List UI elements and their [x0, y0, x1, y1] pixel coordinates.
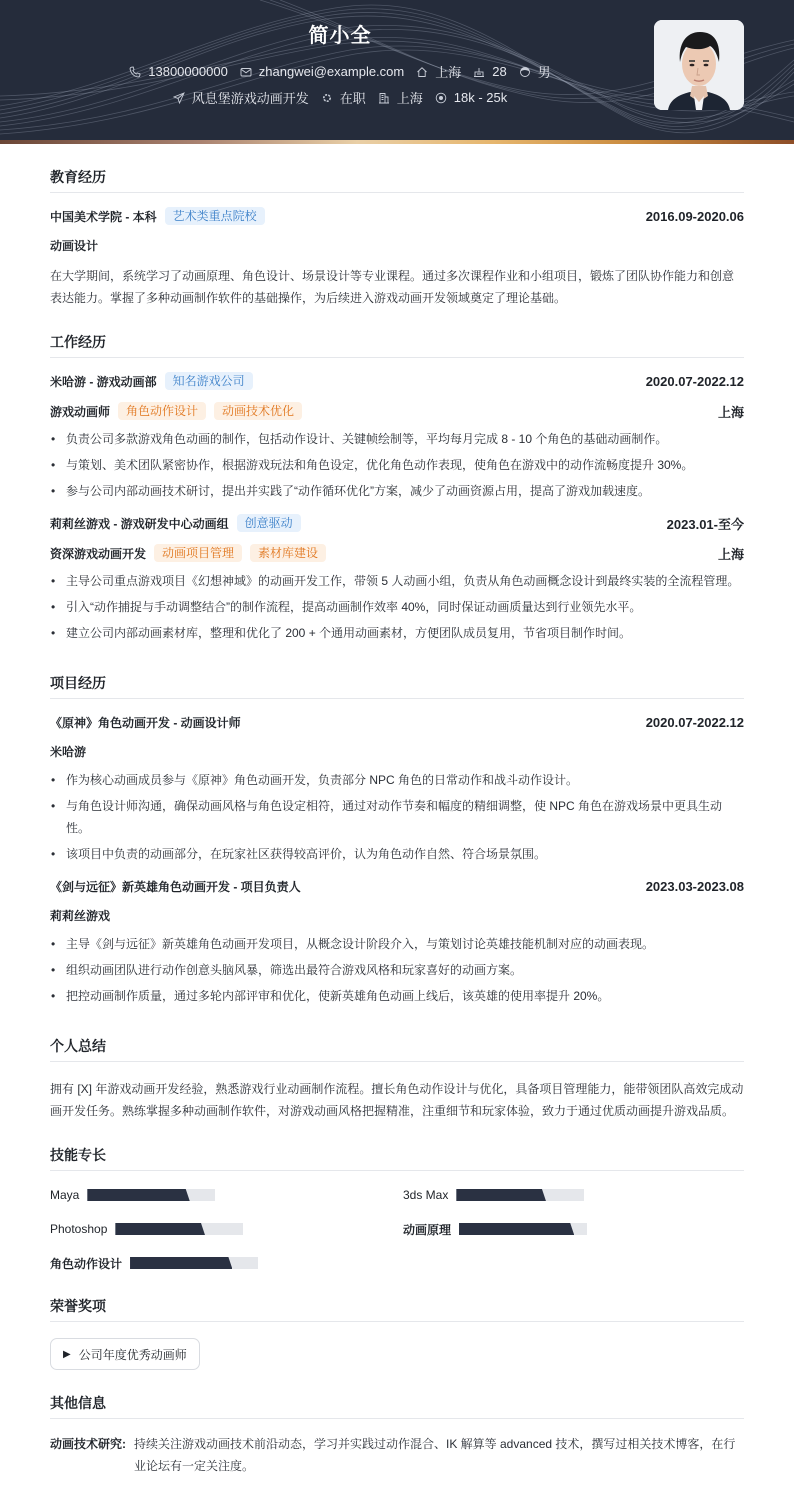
bullet-item: • 与角色设计师沟通，确保动画风格与角色设定相符，通过对动作节奏和幅度的精细调整，使 NPC 角色在游戏场景中更具生动性。 — [50, 795, 744, 839]
work-date: 2023.01-至今 — [666, 516, 744, 532]
skill-name: 角色动作设计 — [50, 1256, 123, 1271]
bullet-item: • 与策划、美术团队紧密协作，根据游戏玩法和角色设定，优化角色动作表现，使角色在游戏中的动作流畅度提升 30%。 — [50, 454, 744, 476]
bullet-item: • 组织动画团队进行动作创意头脑风暴，筛选出最符合游戏风格和玩家喜好的动画方案。 — [50, 959, 744, 981]
school-tag: 艺术类重点院校 — [165, 207, 265, 225]
skill-bar — [115, 1223, 243, 1235]
education-section — [50, 144, 744, 309]
skill-bar — [459, 1223, 587, 1235]
skills-section — [50, 1122, 744, 1273]
contact-info-row — [0, 62, 680, 81]
resume-header — [0, 0, 794, 140]
project-entry — [50, 871, 744, 1007]
project-header-row — [50, 871, 744, 901]
company-tag: 创意驱动 — [237, 514, 301, 532]
bullet-item: • 负责公司多款游戏角色动画的制作，包括动作设计、关键帧绘制等，平均每月完成 8 - 10 个角色的基础动画制作。 — [50, 428, 744, 450]
skill-bar — [87, 1189, 215, 1201]
bullet-item: • 该项目中负责的动画部分，在玩家社区获得较高评价，认为角色动作自然、符合场景氛围。 — [50, 843, 744, 865]
skill-item — [50, 1253, 403, 1273]
project-name: 《剑与远征》新英雄角色动画开发 - 项目负责人 — [50, 879, 301, 894]
work-header-row — [50, 508, 744, 538]
section-title-projects: 项目经历 — [50, 650, 744, 699]
skill-tag: 角色动作设计 — [118, 402, 206, 420]
summary-text: 拥有 [X] 年游戏动画开发经验，熟悉游戏行业动画制作流程。擅长角色动作设计与优化，具备项目管理能力，能带领团队高效完成动画开发任务。熟练掌握多种动画制作软件，对游戏动画风格把握精准，注重细节和玩家体验，致力于通过优质动画提升游戏品质。 — [50, 1082, 744, 1118]
project-bullets — [50, 933, 744, 1007]
project-date: 2020.07-2022.12 — [645, 714, 744, 730]
work-bullets — [50, 570, 744, 644]
skill-tag: 素材库建设 — [250, 544, 326, 562]
project-entry — [50, 707, 744, 865]
skill-bar-fill — [87, 1189, 189, 1201]
email-item: zhangwei@example.com — [240, 64, 404, 79]
skill-tag: 动画技术优化 — [214, 402, 302, 420]
work-location: 上海 — [717, 546, 744, 562]
work-bullets — [50, 428, 744, 502]
work-entry — [50, 366, 744, 502]
work-section — [50, 309, 744, 644]
education-description: 在大学期间，系统学习了动画原理、角色设计、场景设计等专业课程。通过多次课程作业和小组项目，锻炼了团队协作能力和创意表达能力。掌握了多种动画制作软件的基础操作，为后续进入游戏动画开发领域奠定了理论基础。 — [50, 269, 735, 305]
age-item: 28 — [473, 64, 506, 79]
other-info-value: 持续关注游戏动画技术前沿动态，学习并实践过动作混合、IK 解算等 advanced 技术，撰写过相关技术博客，在行业论坛有一定关注度。 — [134, 1437, 736, 1473]
skill-bar — [130, 1257, 258, 1269]
salary-item: 18k - 25k — [435, 90, 507, 105]
mail-icon — [240, 66, 252, 78]
summary-section — [50, 1013, 744, 1122]
skill-name: 3ds Max — [403, 1188, 449, 1202]
candidate-name: 简小全 — [308, 25, 372, 47]
skill-item — [50, 1219, 403, 1239]
skill-tag: 动画项目管理 — [154, 544, 242, 562]
bullet-item: • 作为核心动画成员参与《原神》角色动画开发，负责部分 NPC 角色的日常动作和战斗动作设计。 — [50, 769, 744, 791]
project-company: 米哈游 — [50, 745, 87, 759]
position-title: 游戏动画师 — [50, 404, 111, 419]
target-position-item: 风息堡游戏动画开发 — [173, 88, 309, 107]
skill-name: Photoshop — [50, 1222, 108, 1236]
bullet-item: • 参与公司内部动画技术研讨，提出并实践了“动作循环优化”方案，减少了动画资源占用，提高了游戏加载速度。 — [50, 480, 744, 502]
skills-grid — [50, 1185, 744, 1273]
section-title-honors: 荣誉奖项 — [50, 1273, 744, 1322]
location-item: 上海 — [416, 62, 461, 81]
bullet-item: • 主导《剑与远征》新英雄角色动画开发项目，从概念设计阶段介入，与策划讨论英雄技能机制对应的动画表现。 — [50, 933, 744, 955]
education-date: 2016.09-2020.06 — [645, 208, 744, 224]
work-entry — [50, 508, 744, 644]
building-icon — [378, 92, 390, 104]
skill-bar-fill — [115, 1223, 205, 1235]
work-location: 上海 — [717, 404, 744, 420]
resume-body — [0, 144, 794, 1497]
section-title-summary: 个人总结 — [50, 1013, 744, 1062]
skill-bar — [456, 1189, 584, 1201]
other-section — [50, 1370, 744, 1477]
project-company: 莉莉丝游戏 — [50, 909, 111, 923]
award-name: 公司年度优秀动画师 — [78, 1347, 187, 1362]
skill-bar-fill — [130, 1257, 232, 1269]
phone-item: 13800000000 — [129, 64, 228, 79]
skill-item — [403, 1185, 744, 1205]
award-item[interactable] — [50, 1338, 200, 1370]
job-status-item: 在职 — [321, 88, 366, 107]
honors-section — [50, 1273, 744, 1370]
work-date: 2020.07-2022.12 — [645, 373, 744, 389]
work-header-row — [50, 366, 744, 396]
company-name: 米哈游 - 游戏动画部 — [50, 374, 157, 389]
section-title-education: 教育经历 — [50, 144, 744, 193]
skill-name: Maya — [50, 1188, 80, 1202]
major: 动画设计 — [50, 239, 99, 253]
section-title-other: 其他信息 — [50, 1370, 744, 1419]
triangle-right-icon: ▶ — [63, 1348, 71, 1360]
section-title-skills: 技能专长 — [50, 1122, 744, 1171]
salary-icon — [435, 92, 447, 104]
skill-bar-fill — [456, 1189, 546, 1201]
skill-item — [403, 1219, 744, 1239]
cake-icon — [473, 66, 485, 78]
project-name: 《原神》角色动画开发 - 动画设计师 — [50, 715, 241, 730]
phone-icon — [129, 66, 141, 78]
gender-icon — [519, 66, 531, 78]
profile-photo — [654, 20, 744, 110]
section-title-work: 工作经历 — [50, 309, 744, 358]
skill-item — [50, 1185, 403, 1205]
send-icon — [173, 92, 185, 104]
project-header-row — [50, 707, 744, 737]
skill-name: 动画原理 — [403, 1222, 452, 1237]
project-bullets — [50, 769, 744, 865]
job-info-row — [0, 88, 680, 107]
bullet-item: • 引入“动作捕捉与手动调整结合”的制作流程，提高动画制作效率 40%，同时保证动画质量达到行业领先水平。 — [50, 596, 744, 618]
bullet-item: • 把控动画制作质量，通过多轮内部评审和优化，使新英雄角色动画上线后，该英雄的使用率提升 20%。 — [50, 985, 744, 1007]
skill-bar-fill — [459, 1223, 574, 1235]
company-tag: 知名游戏公司 — [165, 372, 253, 390]
education-header-row — [50, 201, 744, 231]
bullet-item: • 建立公司内部动画素材库，整理和优化了 200 + 个通用动画素材，方便团队成员复用，节省项目制作时间。 — [50, 622, 744, 644]
other-info-row — [50, 1433, 744, 1477]
school-name: 中国美术学院 - 本科 — [50, 209, 157, 224]
target-city-item: 上海 — [378, 88, 423, 107]
bullet-item: • 主导公司重点游戏项目《幻想神域》的动画开发工作，带领 5 人动画小组，负责从角色动画概念设计到最终实装的全流程管理。 — [50, 570, 744, 592]
projects-section — [50, 650, 744, 1007]
gender-item: 男 — [519, 62, 551, 81]
other-info-label: 动画技术研究: — [50, 1437, 126, 1451]
company-name: 莉莉丝游戏 - 游戏研发中心动画组 — [50, 516, 229, 531]
home-icon — [416, 66, 428, 78]
position-row — [50, 396, 744, 426]
project-date: 2023.03-2023.08 — [645, 878, 744, 894]
position-title: 资深游戏动画开发 — [50, 546, 147, 561]
status-icon — [321, 92, 333, 104]
position-row — [50, 538, 744, 568]
